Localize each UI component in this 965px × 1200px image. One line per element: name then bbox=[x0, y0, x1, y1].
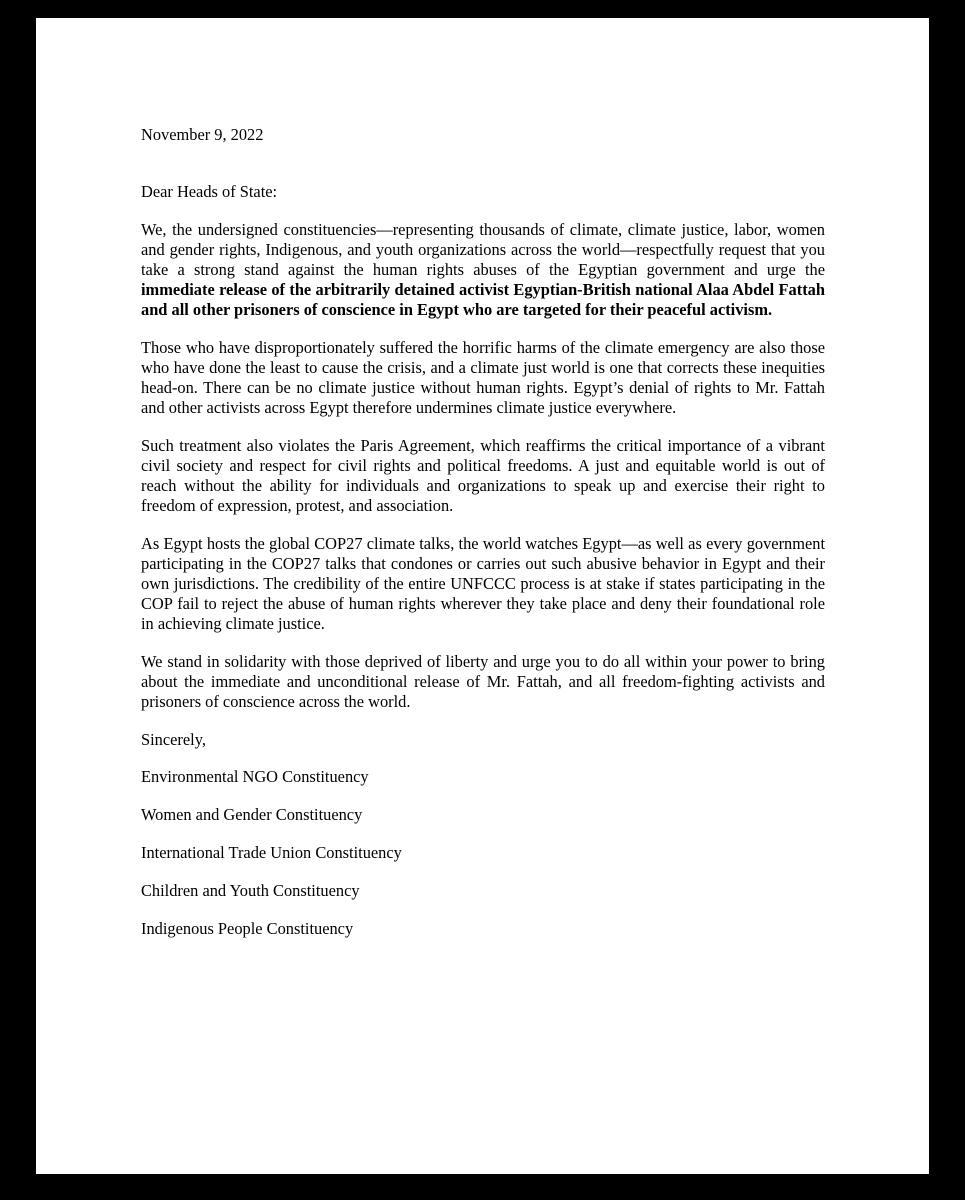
signatory-environmental-ngo: Environmental NGO Constituency bbox=[141, 767, 369, 786]
paragraph-5: We stand in solidarity with those deprived of liberty and urge you to do all within your power to bring about the immediate and unconditional release of Mr. Fattah, and all freedom-fighting activists and prisoners of conscience across the world. bbox=[141, 652, 825, 711]
paragraph-4: As Egypt hosts the global COP27 climate talks, the world watches Egypt—as well as every government participating in the COP27 talks that condones or carries out such abusive behavior in Egypt and their own jurisdictions. The credibility of the entire UNFCCC process is at stake if states participating in the COP fail to reject the abuse of human rights wherever they take place and deny their foundational role in achieving climate justice. bbox=[141, 534, 825, 633]
letter-page bbox=[36, 18, 929, 1174]
paragraph-1-text: We, the undersigned constituencies—representing thousands of climate, climate justice, labor, women and gender rights, Indigenous, and youth organizations across the world—respectfully request that you take a strong stand against the human rights abuses of the Egyptian government and urge the bbox=[141, 220, 825, 279]
letter-body bbox=[141, 125, 825, 957]
salutation: Dear Heads of State: bbox=[141, 182, 278, 201]
signatory-women-gender: Women and Gender Constituency bbox=[141, 805, 363, 824]
closing: Sincerely, bbox=[141, 730, 206, 749]
signatory-children-youth: Children and Youth Constituency bbox=[141, 881, 360, 900]
paragraph-1-bold-demand: immediate release of the arbitrarily detained activist Egyptian-British national Alaa Abdel Fattah and all other prisoners of conscience in Egypt who are targeted for their peaceful activism. bbox=[141, 280, 825, 319]
signatory-indigenous-people: Indigenous People Constituency bbox=[141, 919, 354, 938]
paragraph-2: Those who have disproportionately suffered the horrific harms of the climate emergency are also those who have done the least to cause the crisis, and a climate just world is one that corrects these inequities head-on. There can be no climate justice without human rights. Egypt’s denial of rights to Mr. Fattah and other activists across Egypt therefore undermines climate justice everywhere. bbox=[141, 338, 825, 417]
letter-date: November 9, 2022 bbox=[141, 125, 264, 144]
signatory-trade-union: International Trade Union Constituency bbox=[141, 843, 402, 862]
paragraph-1 bbox=[141, 220, 825, 320]
paragraph-3: Such treatment also violates the Paris Agreement, which reaffirms the critical importance of a vibrant civil society and respect for civil rights and political freedoms. A just and equitable world is out of reach without the ability for individuals and organizations to speak up and exercise their right to freedom of expression, protest, and association. bbox=[141, 436, 825, 515]
